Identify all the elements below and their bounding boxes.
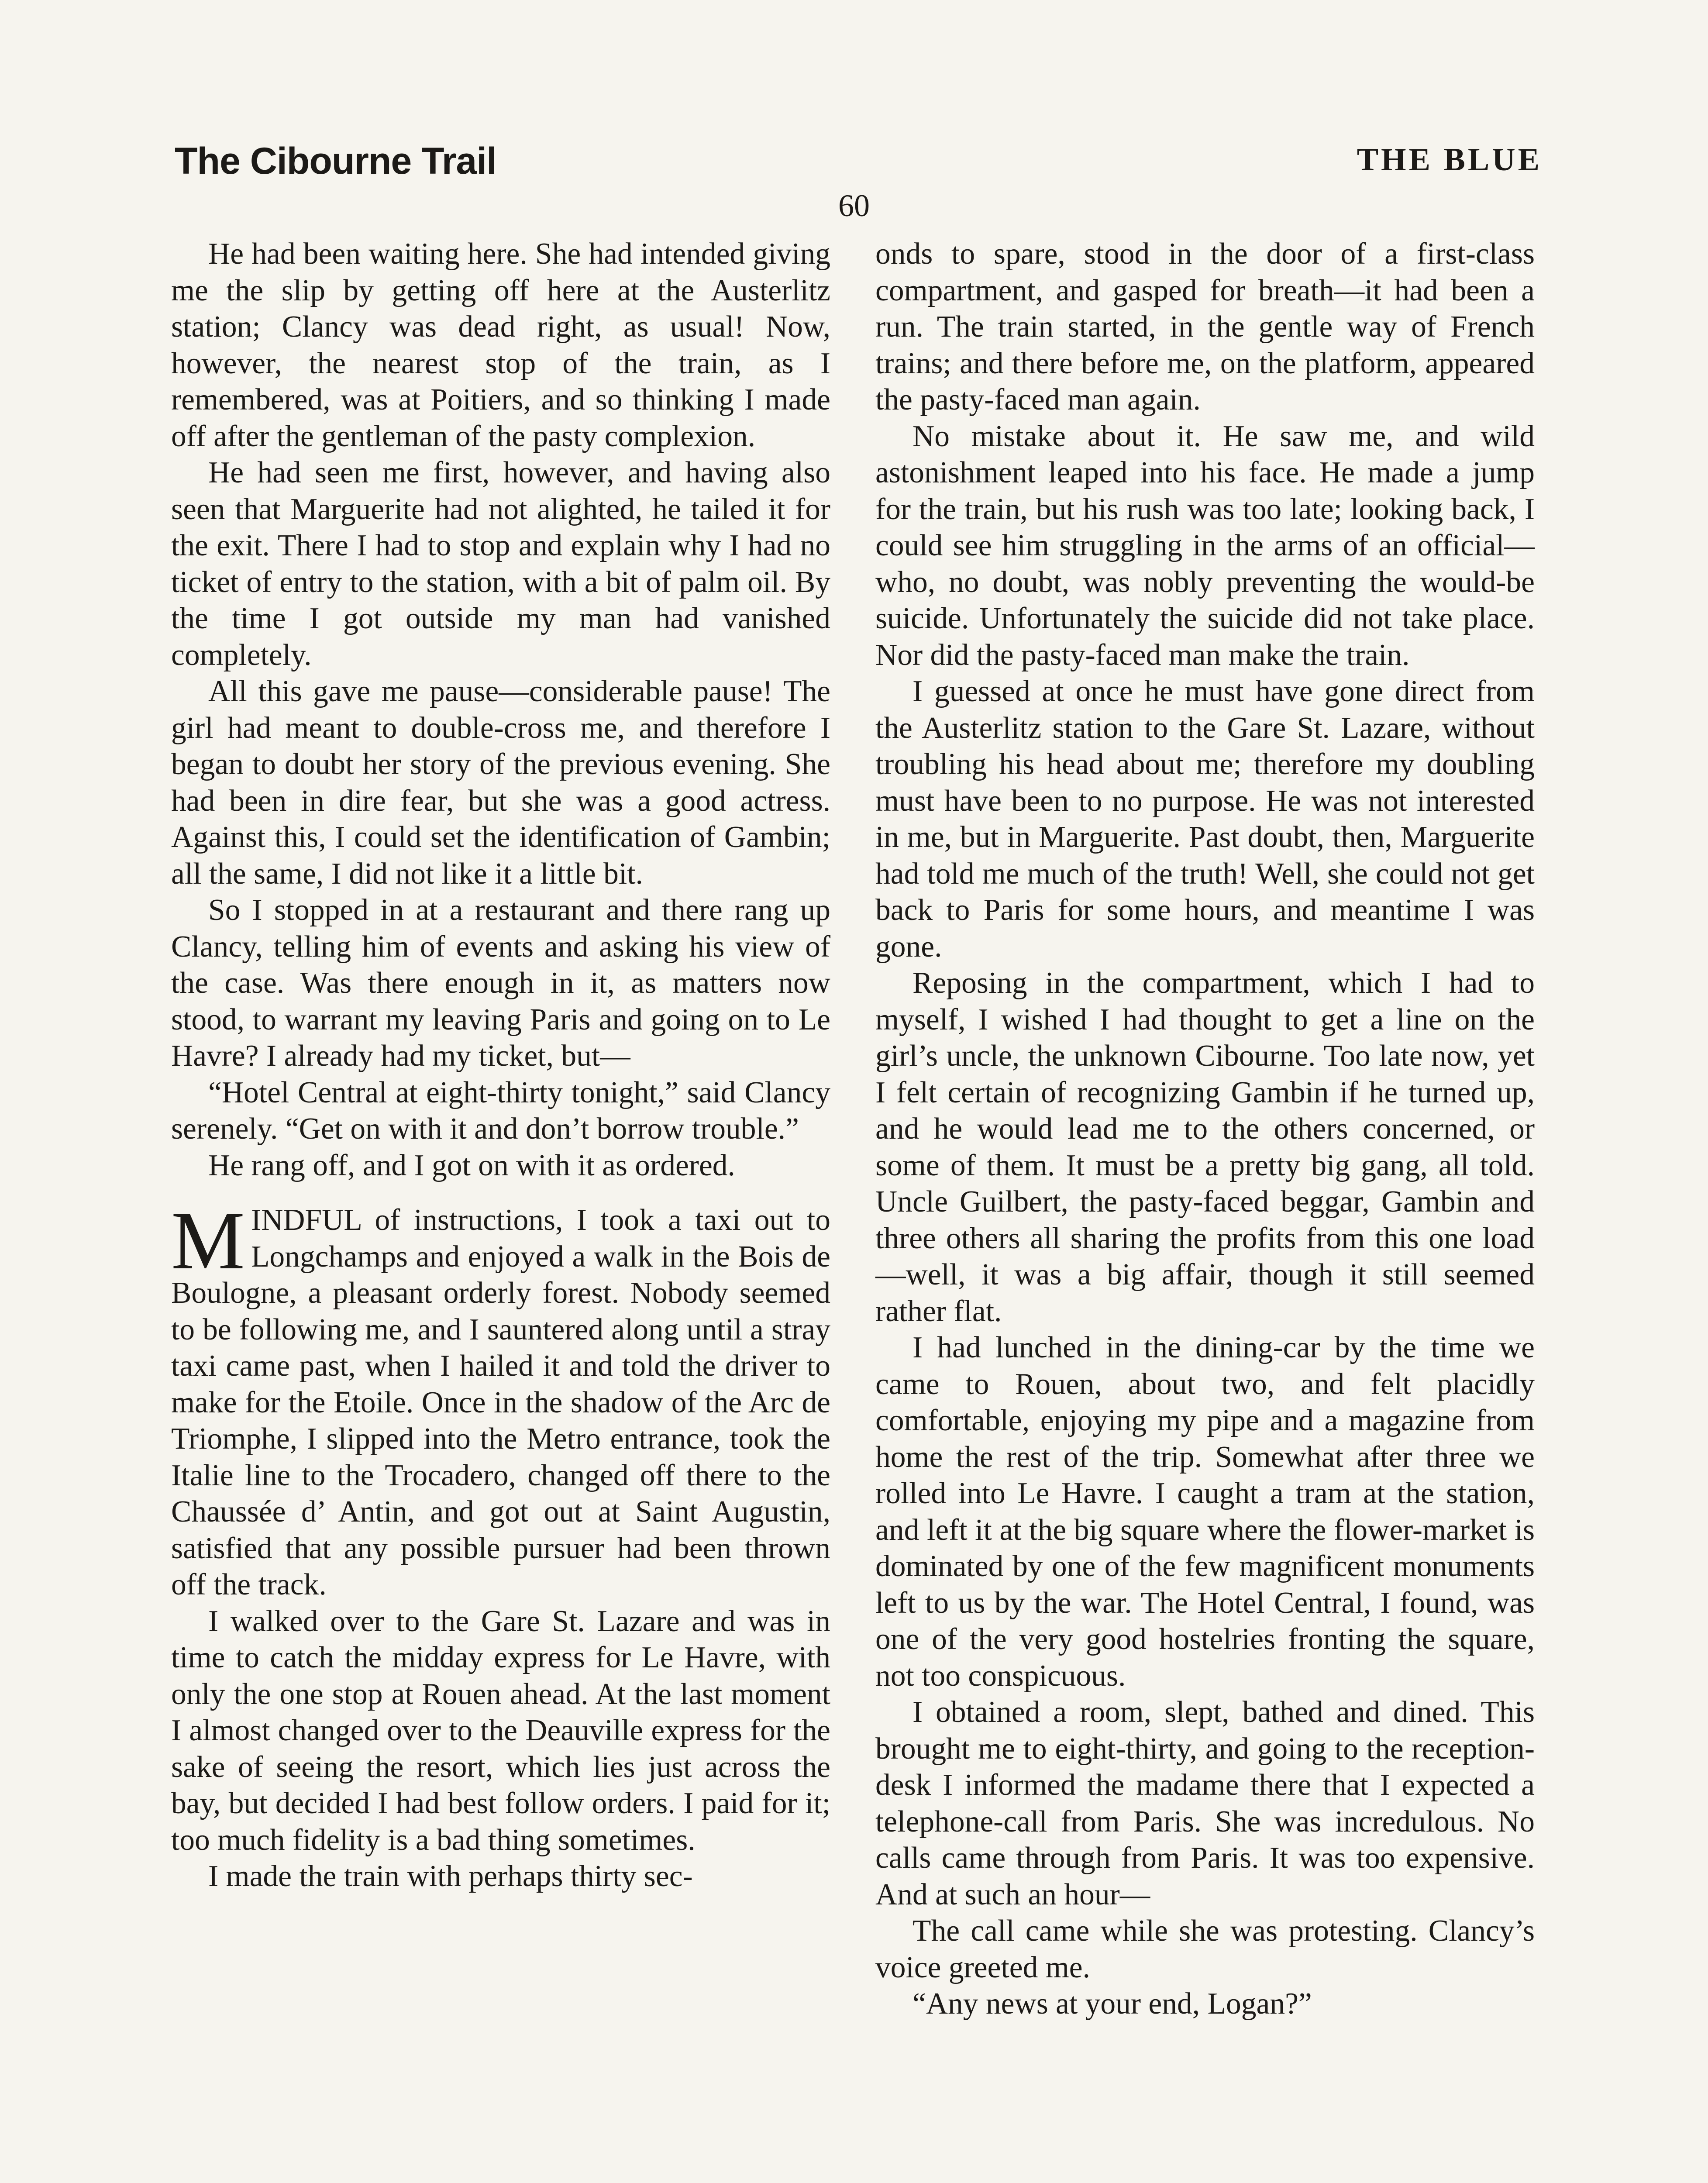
paragraph: The call came while she was protesting. Clancy’s voice greeted me. bbox=[875, 1914, 1535, 1984]
story-title: The Cibourne Trail bbox=[175, 140, 496, 182]
section-opening-text: INDFUL of instructions, I took a taxi out to Longchamps and enjoyed a walk in the Bois de Boulogne, a pleasant orderly forest. Nobody seemed to be following me, and I sauntered along until a stray taxi came past, when I hailed it and told the driver to make for the Etoile. Once in the shadow of the Arc de Triomphe, I slipped into the Metro entrance, took the Italie line to the Trocadero, changed off there to the Chaussée d’ Antin, and got out at Saint Augustin, satisfied that any possible pursuer had been thrown off the track. bbox=[171, 1203, 830, 1601]
paragraph: So I stopped in at a restaurant and there rang up Clancy, telling him of events and asking his view of the case. Was there enough in it, as matters now stood, to warrant my leaving Paris and going on to Le Havre? I already had my ticket, but— bbox=[171, 893, 830, 1073]
paragraph: “Hotel Central at eight-thirty tonight,” said Clancy serenely. “Get on with it and don’t borrow trouble.” bbox=[171, 1075, 830, 1146]
left-column bbox=[171, 236, 830, 1895]
drop-cap: M bbox=[171, 1195, 245, 1287]
right-column bbox=[875, 236, 1535, 2022]
paragraph: He had been waiting here. She had intended giving me the slip by getting off here at the Austerlitz station; Clancy was dead right, as usual! Now, however, the nearest stop of the train, as I remembered, was at Poitiers, and so thinking I made off after the gentleman of the pasty complexion. bbox=[171, 237, 830, 453]
paragraph: I guessed at once he must have gone direct from the Austerlitz station to the Gare St. Lazare, without troubling his head about me; therefore my doubling must have been to no purpose. He was not interested in me, but in Marguerite. Past doubt, then, Marguerite had told me much of the truth! Well, she could not get back to Paris for some hours, and meantime I was gone. bbox=[875, 675, 1535, 964]
paragraph: No mistake about it. He saw me, and wild astonishment leaped into his face. He made a jump for the train, but his rush was too late; looking back, I could see him struggling in the arms of an official—who, no doubt, was nobly preventing the would-be suicide. Unfortunately the suicide did not take place. Nor did the pasty-faced man make the train. bbox=[875, 419, 1535, 672]
page-number: 60 bbox=[838, 188, 870, 223]
paragraph: He had seen me first, however, and having also seen that Marguerite had not alighted, he tailed it for the exit. There I had to stop and explain why I had no ticket of entry to the station, with a bit of palm oil. By the time I got outside my man had vanished completely. bbox=[171, 456, 830, 672]
paragraph: He rang off, and I got on with it as ordered. bbox=[208, 1148, 735, 1182]
paragraph: I obtained a room, slept, bathed and dined. This brought me to eight-thirty, and going to the reception-desk I informed the madame there that I expected a telephone-call from Paris. She was incredulous. No calls came through from Paris. It was too expensive. And at such an hour— bbox=[875, 1695, 1535, 1911]
paragraph: I made the train with perhaps thirty sec- bbox=[208, 1859, 693, 1893]
paragraph: I had lunched in the dining-car by the time we came to Rouen, about two, and felt placidly comfortable, enjoying my pipe and a magazine from home the rest of the trip. Somewhat after three we rolled into Le Havre. I caught a tram at the station, and left it at the big square where the flower-market is dominated by one of the few magnificent monuments left to us by the war. The Hotel Central, I found, was one of the very good hostelries fronting the square, not too conspicuous. bbox=[875, 1331, 1535, 1693]
paragraph: I walked over to the Gare St. Lazare and was in time to catch the midday express for Le Havre, with only the one stop at Rouen ahead. At the last moment I almost changed over to the Deauville express for the sake of seeing the resort, which lies just across the bay, but decided I had best follow orders. I paid for it; too much fidelity is a bad thing sometimes. bbox=[171, 1604, 830, 1857]
continued-paragraph: onds to spare, stood in the door of a first-class compartment, and gasped for breath—it had been a run. The train started, in the gentle way of French trains; and there before me, on the platform, appeared the pasty-faced man again. bbox=[875, 237, 1535, 417]
paragraph: All this gave me pause—considerable pause! The girl had meant to double-cross me, and therefore I began to doubt her story of the previous evening. She had been in dire fear, but she was a good actress. Against this, I could set the identification of Gambin; all the same, I did not like it a little bit. bbox=[171, 675, 830, 891]
paragraph: “Any news at your end, Logan?” bbox=[913, 1987, 1312, 2021]
magazine-name: THE BLUE bbox=[1357, 142, 1542, 178]
section-opening-paragraph bbox=[171, 1195, 830, 1603]
running-head bbox=[175, 140, 1542, 188]
paragraph: Reposing in the compartment, which I had to myself, I wished I had thought to get a line on the girl’s uncle, the unknown Cibourne. Too late now, yet I felt certain of recognizing Gambin if he turned up, and he would lead me to the others concerned, or some of them. It must be a pretty big gang, all told. Uncle Guilbert, the pasty-faced beggar, Gambin and three others all sharing the profits from this one load—well, it was a big affair, though it still seemed rather flat. bbox=[875, 966, 1535, 1328]
